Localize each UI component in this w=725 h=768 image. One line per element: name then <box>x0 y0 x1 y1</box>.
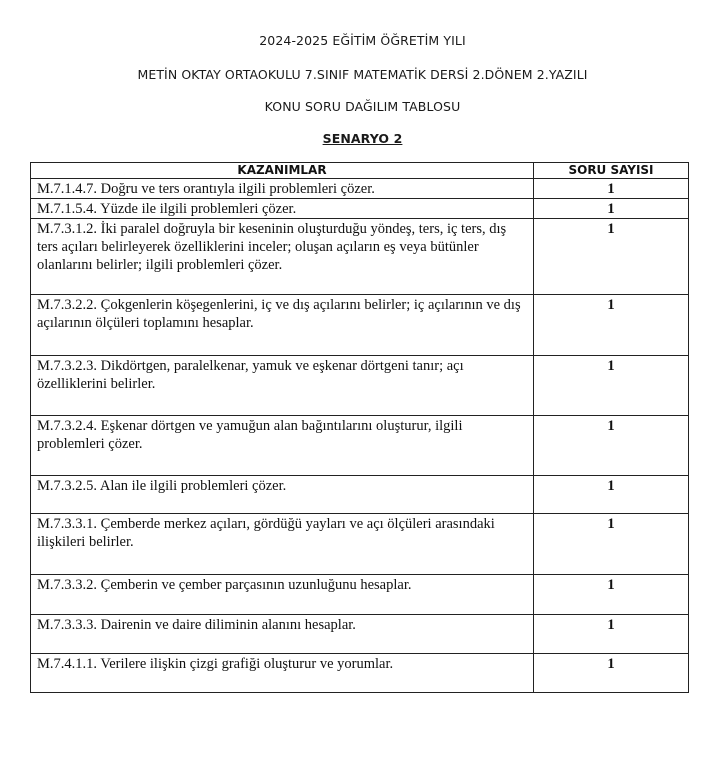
table-header-row <box>31 163 689 179</box>
question-count-cell: 1 <box>534 219 689 295</box>
column-header-outcomes: KAZANIMLAR <box>31 163 534 179</box>
table-subtitle: KONU SORU DAĞILIM TABLOSU <box>264 99 461 114</box>
outcome-cell: M.7.3.2.5. Alan ile ilgili problemleri çözer. <box>31 476 534 514</box>
question-count-cell: 1 <box>534 476 689 514</box>
table-row <box>31 356 689 416</box>
column-header-question-count: SORU SAYISI <box>534 163 689 179</box>
academic-year-heading: 2024-2025 EĞİTİM ÖĞRETİM YILI <box>259 33 466 48</box>
outcome-cell: M.7.4.1.1. Verilere ilişkin çizgi grafiği oluşturur ve yorumlar. <box>31 654 534 693</box>
scenario-heading: SENARYO 2 <box>322 131 403 146</box>
outcome-cell: M.7.3.3.1. Çemberde merkez açıları, gördüğü yayları ve açı ölçüleri arasındaki ilişkileri belirler. <box>31 514 534 575</box>
outcome-cell: M.7.3.3.3. Dairenin ve daire diliminin alanını hesaplar. <box>31 615 534 654</box>
table-row <box>31 416 689 476</box>
question-count-cell: 1 <box>534 179 689 199</box>
table-row <box>31 476 689 514</box>
outcome-cell: M.7.3.2.3. Dikdörtgen, paralelkenar, yamuk ve eşkenar dörtgeni tanır; açı özelliklerini belirler. <box>31 356 534 416</box>
question-count-cell: 1 <box>534 295 689 356</box>
table-row <box>31 199 689 219</box>
table-row <box>31 295 689 356</box>
outcome-cell: M.7.3.2.2. Çokgenlerin köşegenlerini, iç ve dış açılarını belirler; iç açılarının ve dış açılarının ölçüleri toplamını hesaplar. <box>31 295 534 356</box>
outcome-cell: M.7.3.3.2. Çemberin ve çember parçasının uzunluğunu hesaplar. <box>31 575 534 615</box>
question-count-cell: 1 <box>534 615 689 654</box>
table-row <box>31 179 689 199</box>
question-distribution-table <box>30 162 689 693</box>
question-count-cell: 1 <box>534 416 689 476</box>
outcome-cell: M.7.1.4.7. Doğru ve ters orantıyla ilgili problemleri çözer. <box>31 179 534 199</box>
question-count-cell: 1 <box>534 356 689 416</box>
table-row <box>31 654 689 693</box>
question-count-cell: 1 <box>534 199 689 219</box>
table-row <box>31 219 689 295</box>
question-count-cell: 1 <box>534 654 689 693</box>
table-row <box>31 575 689 615</box>
outcome-cell: M.7.3.2.4. Eşkenar dörtgen ve yamuğun alan bağıntılarını oluşturur, ilgili problemleri çözer. <box>31 416 534 476</box>
question-count-cell: 1 <box>534 575 689 615</box>
outcome-cell: M.7.3.1.2. İki paralel doğruyla bir keseninin oluşturduğu yöndeş, ters, iç ters, dış ters açıları belirleyerek özelliklerini inceler; oluşan açıların eş veya bütünler olanlarını belirler; ilgili problemleri çözer. <box>31 219 534 295</box>
outcome-cell: M.7.1.5.4. Yüzde ile ilgili problemleri çözer. <box>31 199 534 219</box>
table-body <box>31 179 689 693</box>
table-row <box>31 514 689 575</box>
school-exam-heading: METİN OKTAY ORTAOKULU 7.SINIF MATEMATİK DERSİ 2.DÖNEM 2.YAZILI <box>137 67 588 82</box>
question-count-cell: 1 <box>534 514 689 575</box>
table-row <box>31 615 689 654</box>
